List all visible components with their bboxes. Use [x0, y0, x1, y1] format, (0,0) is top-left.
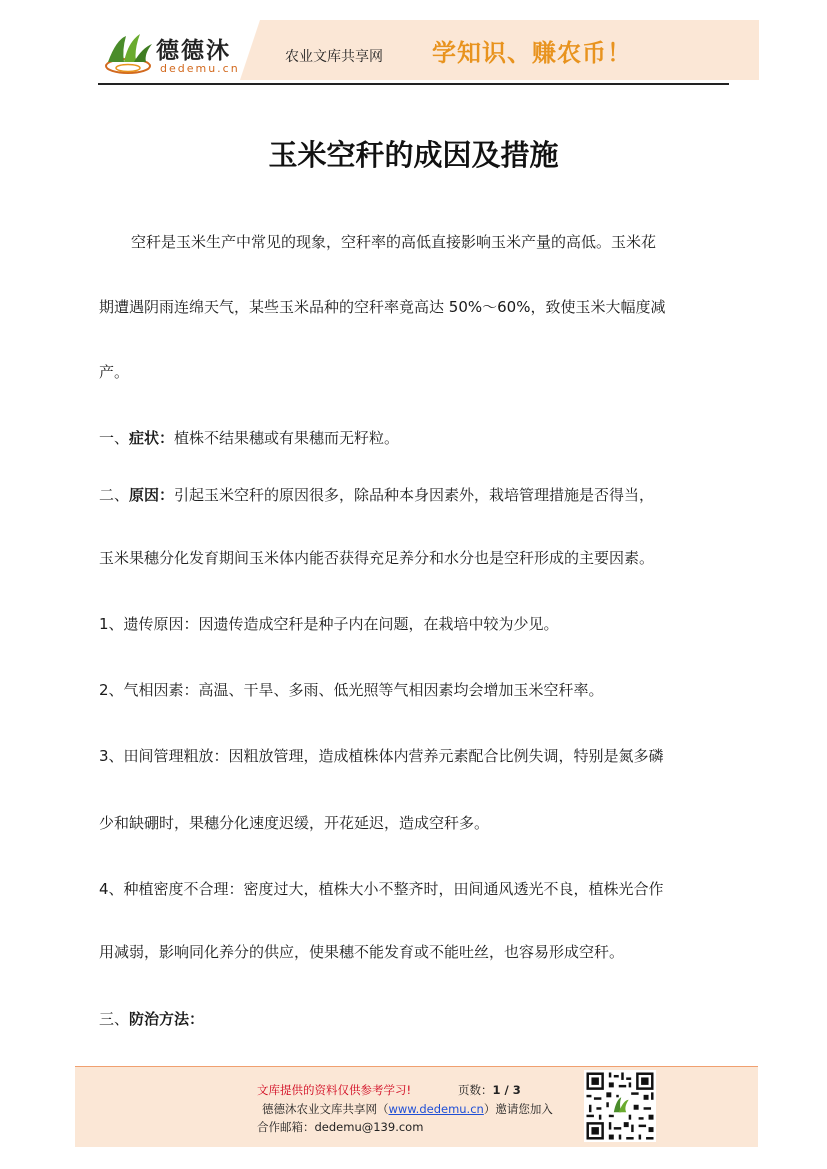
section-heading: 防治方法： [129, 1010, 205, 1028]
qr-code-icon[interactable] [584, 1070, 656, 1142]
intro-line-3: 产。 [99, 363, 130, 381]
section-number: 三、 [99, 1010, 130, 1028]
page-counter-value: 1 / 3 [492, 1083, 521, 1097]
section-number: 一、 [99, 429, 130, 447]
site-logo[interactable] [100, 26, 260, 84]
cause-genetic: 1、遗传原因：因遗传造成空秆是种子内在问题，在栽培中较为少见。 [99, 615, 559, 633]
header-divider [98, 83, 729, 85]
logo-domain-text: dedemu.cn [160, 62, 240, 75]
page-counter [458, 1082, 521, 1098]
section-causes [99, 485, 654, 505]
section-causes-line-2: 玉米果穗分化发育期间玉米体内能否获得充足养分和水分也是空秆形成的主要因素。 [99, 549, 655, 567]
section-symptoms [99, 428, 399, 448]
site-name: 农业文库共享网 [285, 49, 383, 65]
section-heading: 原因： [129, 486, 175, 504]
cause-weather: 2、气相因素：高温、干旱、多雨、低光照等气相因素均会增加玉米空秆率。 [99, 681, 604, 699]
footer-disclaimer: 文库提供的资料仅供参考学习! [257, 1083, 412, 1097]
cause-management-line-2: 少和缺硼时，果穗分化速度迟缓，开花延迟，造成空秆多。 [99, 814, 490, 832]
intro-line-2: 期遭遇阴雨连绵天气，某些玉米品种的空秆率竟高达 50%～60%，致使玉米大幅度减 [99, 298, 666, 316]
cause-management-line-1: 3、田间管理粗放：因粗放管理，造成植株体内营养元素配合比例失调，特别是氮多磷 [99, 747, 664, 765]
footer-email: 合作邮箱：dedemu@139.com [257, 1120, 424, 1134]
slogan: 学知识、赚农币！ [432, 38, 632, 67]
section-text: 引起玉米空秆的原因很多，除品种本身因素外，栽培管理措施是否得当， [174, 486, 655, 504]
section-text: 植株不结果穗或有果穗而无籽粒。 [174, 429, 400, 447]
section-prevention [99, 1009, 204, 1029]
invite-prefix: 德德沐农业文库共享网（ [262, 1102, 389, 1116]
section-number: 二、 [99, 486, 130, 504]
section-heading: 症状： [129, 429, 175, 447]
site-link[interactable]: www.dedemu.cn [388, 1102, 484, 1116]
cause-density-line-1: 4、种植密度不合理：密度过大，植株大小不整齐时，田间通风透光不良，植株光合作 [99, 880, 664, 898]
cause-density-line-2: 用减弱，影响同化养分的供应，使果穗不能发育或不能吐丝，也容易形成空秆。 [99, 943, 625, 961]
invite-suffix: ）邀请您加入 [483, 1102, 553, 1116]
intro-line-1: 空秆是玉米生产中常见的现象，空秆率的高低直接影响玉米产量的高低。玉米花 [131, 233, 657, 251]
wheat-logo-icon [100, 30, 156, 78]
logo-chinese-text: 德德沐 [156, 37, 231, 64]
page-counter-label: 页数： [458, 1083, 493, 1097]
document-title: 玉米空秆的成因及措施 [268, 138, 559, 172]
footer-invite [262, 1101, 553, 1117]
